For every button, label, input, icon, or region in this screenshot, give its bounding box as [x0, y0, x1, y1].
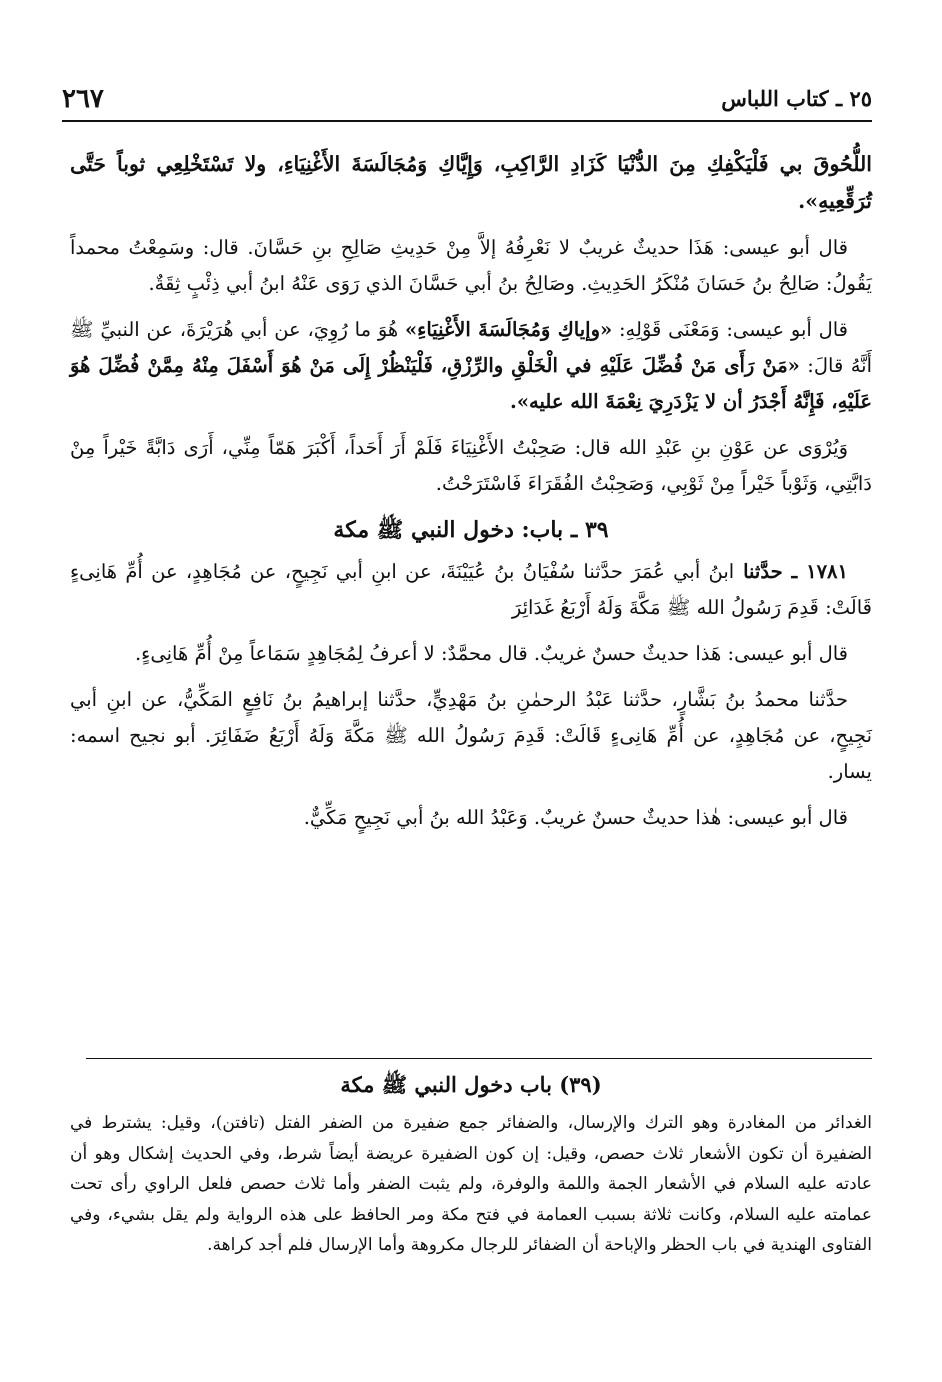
paragraph-hadith-end: اللُّحُوقَ بي فَلْيَكْفِكِ مِنَ الدُّنْيَا كَزَادِ الرَّاكِبِ، وَإِيَّاكِ وَمُجَالَسَةَ الأَغْنِيَاءِ، ولا تَسْتَخْلِعِي ثوباً حَتَّى تُرَقِّعِيهِ». — [70, 152, 872, 213]
hadith-number: ١٧٨١ ـ حدَّثنا — [734, 560, 848, 583]
chapter-title: ٣٩ ـ باب: دخول النبي ﷺ مكة — [333, 517, 609, 543]
paragraph-meaning — [70, 312, 872, 420]
hadith-text: ابنُ أبي عُمَرَ حدَّثنا سُفْيَانُ بنُ عُيَيْنَةَ، عن ابنِ أبي نَجِيحٍ، عن مُجَاهِدٍ، عن أُمِّ هَانِىءٍ قَالَتْ: قَدِمَ رَسُولُ الله ﷺ مَكَّةَ وَلَهُ أَرْبَعُ غَدَائِرَ — [70, 560, 872, 619]
running-title: ٢٥ ـ كتاب اللباس — [721, 86, 872, 111]
paragraph-second-chain: حدَّثنا محمدُ بنُ بَشَّارٍ، حدَّثنا عَبْدُ الرحمٰنِ بنُ مَهْدِيٍّ، حدَّثنا إبراهيمُ بنُ نَافِعٍ المَكِّيُّ، عن ابنِ أبي نَجِيحٍ، عن مُجَاهِدٍ، عن أُمِّ هَانِىءٍ قَالَتْ: قَدِمَ رَسُولُ الله ﷺ مَكَّةَ وَلَهُ أَرْبَعُ ضَفَائِرَ. أبو نجيح اسمه: يسار. — [70, 688, 872, 783]
footnote-rule — [86, 1058, 872, 1059]
meaning-quote: «وإياكِ وَمُجَالَسَةَ الأَغْنِيَاءِ» — [404, 318, 613, 341]
header-rule — [62, 120, 872, 122]
page-header — [62, 84, 872, 118]
paragraph-abu-isa-3: قال أبو عيسى: هٰذا حديثٌ حسنٌ غريبٌ. وَعَبْدُ الله بنُ أبي نَجِيحٍ مَكِّيٌّ. — [303, 806, 848, 829]
paragraph-abu-isa-1: قال أبو عيسى: هَذَا حديثٌ غريبٌ لا نَعْرِفُهُ إلاَّ مِنْ حَدِيثِ صَالِحِ بنِ حَسَّانَ. قال: وسَمِعْتُ محمداً يَقُولُ: صَالِحُ بنُ حَسَانَ مُنْكَرُ الحَدِيثِ. وصَالِحُ بنُ أبي حَسَّانَ الذي رَوَى عَنْهُ ابنُ أبي ذِئْبٍ ثِقَةٌ. — [70, 236, 872, 295]
footnote-text: الغدائر من المغادرة وهو الترك والإرسال، والضفائر جمع ضفيرة من الضفر الفتل (تافتن)، وقيل: يشترط في الضفيرة أن تكون الأشعار ثلاث حصص، وقيل: إن كون الضفيرة عريضة أيضاً شرط، وفي الحديث إشكال وهو أن عادته عليه السلام في الأشعار الجمة واللمة والوفرة، ولم يثبت الضفر وأما ثلاث حصص فلعل الراوي رأى تحت عمامته عليه السلام، وكانت ثلاثة بسبب العمامة في فتح مكة ومر الحافظ على هذه الرواية ولم يقل بشيء، وفي الفتاوى الهندية في باب الحظر والإباحة أن الضفائر للرجال مكروهة وأما الإرسال فلم أجد كراهة. — [70, 1113, 872, 1255]
meaning-hadith: «مَنْ رَأَى مَنْ فُضِّلَ عَلَيْهِ في الْخَلْقِ والرِّزْقِ، فَلْيَنْظُرْ إِلَى مَنْ هُوَ أَسْفَلَ مِنْهُ مِمَّنْ فُضِّلَ هُوَ عَلَيْهِ، فَإِنَّهُ أَجْدَرُ أن لا يَزْدَرِيَ نِعْمَةَ الله عليه». — [70, 354, 872, 413]
paragraph-abu-isa-2: قال أبو عيسى: هَذا حديثٌ حسنٌ غريبٌ. قال محمَّدٌ: لا أعرفُ لِمُجَاهِدٍ سَمَاعاً مِنْ أُمِّ هَانِىءٍ. — [134, 642, 848, 665]
main-text — [70, 146, 872, 846]
paragraph-hadith-1781 — [70, 554, 872, 626]
footnote-section — [70, 1066, 872, 1261]
page-number: ٢٦٧ — [62, 84, 104, 114]
footnote-title: (٣٩) باب دخول النبي ﷺ مكة — [340, 1072, 602, 1097]
meaning-chain: هُوَ ما رُوِيَ، عن أبي هُرَيْرَةَ، عن النبيِّ ﷺ أَنَّهُ قالَ: — [70, 318, 872, 377]
meaning-intro: قال أبو عيسى: وَمَعْنَى قَوْلِهِ: — [612, 318, 849, 341]
paragraph-awn: وَيُرْوَى عن عَوْنِ بنِ عَبْدِ الله قال: صَحِبْتُ الأَغْنِيَاءَ فَلَمْ أَرَ أَحَداً، أَكْبَرَ هَمّاً مِنِّي، أَرَى دَابَّةً خَيْراً مِنْ دَابَّتِي، وَثَوْباً خَيْراً مِنْ ثَوْبِي، وَصَحِبْتُ الفُقَرَاءَ فَاسْتَرَحْتُ. — [70, 436, 872, 495]
